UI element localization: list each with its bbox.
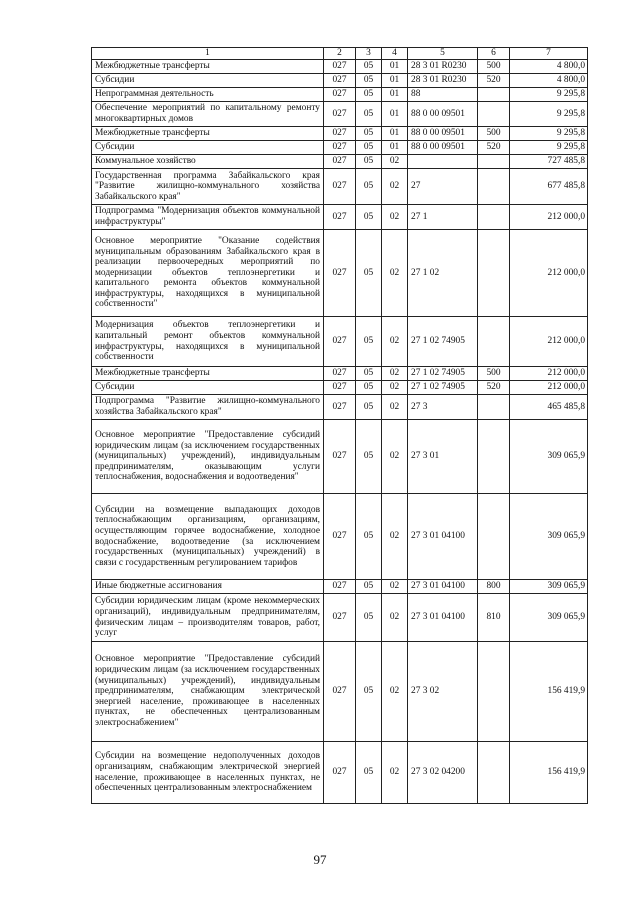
table-row <box>92 74 588 88</box>
cell-grbs: 027 <box>324 102 356 127</box>
cell-name: Субсидии <box>92 381 324 395</box>
cell-expense-type: 520 <box>478 74 510 88</box>
cell-name: Основное мероприятие "Предоставление субсидий юридическим лицам (за исключением государственных (муниципальных) учреждений), индивидуальным предпринимателям, оказывающим услуги теплоснабжения, водоснабжения и водоотведения" <box>92 420 324 494</box>
header-cell-expense-type: 6 <box>478 48 510 60</box>
cell-subsection: 02 <box>382 420 408 494</box>
cell-target-article: 88 <box>408 88 478 102</box>
cell-amount: 212 000,0 <box>510 381 588 395</box>
cell-subsection: 02 <box>382 155 408 169</box>
cell-grbs: 027 <box>324 494 356 580</box>
table-row <box>92 127 588 141</box>
cell-target-article: 27 1 <box>408 205 478 230</box>
cell-name: Обеспечение мероприятий по капитальному ремонту многоквартирных домов <box>92 102 324 127</box>
table-row <box>92 60 588 74</box>
cell-amount: 212 000,0 <box>510 230 588 317</box>
cell-section: 05 <box>356 141 382 155</box>
cell-subsection: 02 <box>382 494 408 580</box>
cell-expense-type <box>478 420 510 494</box>
cell-expense-type <box>478 494 510 580</box>
cell-expense-type <box>478 155 510 169</box>
cell-subsection: 02 <box>382 580 408 594</box>
table-row <box>92 594 588 642</box>
cell-section: 05 <box>356 580 382 594</box>
table-row <box>92 580 588 594</box>
cell-expense-type <box>478 88 510 102</box>
cell-expense-type <box>478 205 510 230</box>
cell-amount: 465 485,8 <box>510 395 588 420</box>
cell-amount: 9 295,8 <box>510 127 588 141</box>
cell-name: Иные бюджетные ассигнования <box>92 580 324 594</box>
cell-target-article: 27 3 02 <box>408 642 478 742</box>
cell-name: Основное мероприятие "Предоставление субсидий юридическим лицам (за исключением государственных (муниципальных) учреждений), индивидуальным предпринимателям, снабжающим электрической энергией население, проживающее в населенных пунктах, не обеспеченных централизованным электроснабжением" <box>92 642 324 742</box>
cell-amount: 212 000,0 <box>510 317 588 367</box>
cell-grbs: 027 <box>324 205 356 230</box>
header-cell-name: 1 <box>92 48 324 60</box>
table-row <box>92 88 588 102</box>
cell-target-article: 27 3 <box>408 395 478 420</box>
cell-target-article: 88 0 00 09501 <box>408 141 478 155</box>
cell-amount: 677 485,8 <box>510 169 588 205</box>
cell-amount: 309 065,9 <box>510 580 588 594</box>
cell-subsection: 01 <box>382 102 408 127</box>
table-row <box>92 205 588 230</box>
table-row <box>92 141 588 155</box>
cell-grbs: 027 <box>324 230 356 317</box>
cell-expense-type: 520 <box>478 381 510 395</box>
cell-amount: 9 295,8 <box>510 88 588 102</box>
cell-target-article: 27 3 01 04100 <box>408 494 478 580</box>
header-cell-target-article: 5 <box>408 48 478 60</box>
budget-table <box>91 47 588 804</box>
table-row <box>92 642 588 742</box>
cell-name: Субсидии <box>92 74 324 88</box>
table-row <box>92 169 588 205</box>
cell-section: 05 <box>356 594 382 642</box>
cell-subsection: 01 <box>382 74 408 88</box>
cell-amount: 9 295,8 <box>510 102 588 127</box>
cell-grbs: 027 <box>324 420 356 494</box>
cell-grbs: 027 <box>324 381 356 395</box>
cell-amount: 4 800,0 <box>510 60 588 74</box>
cell-target-article <box>408 155 478 169</box>
cell-expense-type: 500 <box>478 60 510 74</box>
cell-subsection: 02 <box>382 367 408 381</box>
header-cell-subsection: 4 <box>382 48 408 60</box>
cell-name: Субсидии <box>92 141 324 155</box>
cell-section: 05 <box>356 381 382 395</box>
cell-target-article: 27 1 02 74905 <box>408 367 478 381</box>
cell-expense-type <box>478 395 510 420</box>
table-body <box>92 48 588 804</box>
cell-expense-type <box>478 742 510 804</box>
cell-subsection: 02 <box>382 317 408 367</box>
cell-grbs: 027 <box>324 317 356 367</box>
cell-section: 05 <box>356 367 382 381</box>
cell-target-article: 27 3 01 <box>408 420 478 494</box>
cell-target-article: 27 1 02 74905 <box>408 381 478 395</box>
cell-target-article: 27 3 02 04200 <box>408 742 478 804</box>
header-cell-grbs: 2 <box>324 48 356 60</box>
cell-subsection: 01 <box>382 88 408 102</box>
cell-subsection: 02 <box>382 381 408 395</box>
cell-expense-type: 520 <box>478 141 510 155</box>
cell-section: 05 <box>356 395 382 420</box>
cell-name: Коммунальное хозяйство <box>92 155 324 169</box>
cell-name: Субсидии на возмещение недополученных доходов организациям, снабжающим электрической энергией население, проживающее в населенных пунктах, не обеспеченных централизованным электроснабжением <box>92 742 324 804</box>
table-row <box>92 742 588 804</box>
cell-grbs: 027 <box>324 60 356 74</box>
cell-name: Субсидии юридическим лицам (кроме некоммерческих организаций), индивидуальным предпринимателям, физическим лицам – производителям товаров, работ, услуг <box>92 594 324 642</box>
cell-expense-type: 500 <box>478 127 510 141</box>
header-row <box>92 48 588 60</box>
cell-section: 05 <box>356 102 382 127</box>
cell-target-article: 88 0 00 09501 <box>408 127 478 141</box>
cell-target-article: 27 3 01 04100 <box>408 594 478 642</box>
cell-section: 05 <box>356 88 382 102</box>
table-row <box>92 367 588 381</box>
cell-expense-type <box>478 102 510 127</box>
cell-subsection: 02 <box>382 594 408 642</box>
table-row <box>92 494 588 580</box>
cell-grbs: 027 <box>324 594 356 642</box>
cell-section: 05 <box>356 155 382 169</box>
cell-subsection: 02 <box>382 395 408 420</box>
header-cell-amount: 7 <box>510 48 588 60</box>
cell-section: 05 <box>356 169 382 205</box>
cell-amount: 727 485,8 <box>510 155 588 169</box>
table-row <box>92 102 588 127</box>
table-row <box>92 395 588 420</box>
table-row <box>92 317 588 367</box>
cell-section: 05 <box>356 420 382 494</box>
cell-expense-type <box>478 642 510 742</box>
table-row <box>92 230 588 317</box>
cell-name: Государственная программа Забайкальского края "Развитие жилищно-коммунального хозяйства Забайкальского края" <box>92 169 324 205</box>
cell-grbs: 027 <box>324 742 356 804</box>
cell-name: Модернизация объектов теплоэнергетики и капитальный ремонт объектов коммунальной инфраструктуры, находящихся в муниципальной собственности <box>92 317 324 367</box>
cell-target-article: 28 3 01 R0230 <box>408 74 478 88</box>
cell-amount: 212 000,0 <box>510 367 588 381</box>
cell-name: Межбюджетные трансферты <box>92 367 324 381</box>
cell-name: Непрограммная деятельность <box>92 88 324 102</box>
cell-section: 05 <box>356 317 382 367</box>
cell-name: Межбюджетные трансферты <box>92 60 324 74</box>
table-row <box>92 155 588 169</box>
cell-name: Подпрограмма "Модернизация объектов коммунальной инфраструктуры" <box>92 205 324 230</box>
cell-amount: 156 419,9 <box>510 742 588 804</box>
cell-subsection: 02 <box>382 169 408 205</box>
cell-subsection: 01 <box>382 127 408 141</box>
cell-grbs: 027 <box>324 169 356 205</box>
cell-grbs: 027 <box>324 155 356 169</box>
cell-expense-type <box>478 317 510 367</box>
cell-amount: 4 800,0 <box>510 74 588 88</box>
cell-amount: 9 295,8 <box>510 141 588 155</box>
cell-amount: 156 419,9 <box>510 642 588 742</box>
cell-target-article: 27 1 02 <box>408 230 478 317</box>
cell-expense-type: 810 <box>478 594 510 642</box>
cell-section: 05 <box>356 494 382 580</box>
cell-section: 05 <box>356 205 382 230</box>
cell-subsection: 02 <box>382 642 408 742</box>
cell-expense-type <box>478 230 510 317</box>
cell-name: Подпрограмма "Развитие жилищно-коммунального хозяйства Забайкальского края" <box>92 395 324 420</box>
cell-grbs: 027 <box>324 127 356 141</box>
cell-subsection: 02 <box>382 205 408 230</box>
cell-section: 05 <box>356 127 382 141</box>
cell-name: Основное мероприятие "Оказание содействия муниципальным образованиям Забайкальского края в реализации первоочередных мероприятий по модернизации объектов теплоэнергетики и капитального ремонта объектов коммунальной инфраструктуры, находящихся в муниципальной собственности" <box>92 230 324 317</box>
cell-expense-type <box>478 169 510 205</box>
header-cell-section: 3 <box>356 48 382 60</box>
cell-grbs: 027 <box>324 395 356 420</box>
table-row <box>92 420 588 494</box>
cell-grbs: 027 <box>324 642 356 742</box>
cell-target-article: 27 <box>408 169 478 205</box>
cell-expense-type: 800 <box>478 580 510 594</box>
cell-target-article: 28 3 01 R0230 <box>408 60 478 74</box>
table-row <box>92 381 588 395</box>
cell-section: 05 <box>356 60 382 74</box>
cell-grbs: 027 <box>324 580 356 594</box>
cell-subsection: 02 <box>382 742 408 804</box>
cell-grbs: 027 <box>324 74 356 88</box>
cell-grbs: 027 <box>324 88 356 102</box>
page-number: 97 <box>313 852 327 867</box>
cell-subsection: 02 <box>382 230 408 317</box>
cell-target-article: 27 1 02 74905 <box>408 317 478 367</box>
cell-amount: 309 065,9 <box>510 420 588 494</box>
cell-name: Субсидии на возмещение выпадающих доходов теплоснабжающим организациям, организациям, осуществляющим горячее водоснабжение, холодное водоснабжение, водоотведение (за исключением государственных (муниципальных) учреждений) в связи с государственным регулированием тарифов <box>92 494 324 580</box>
cell-name: Межбюджетные трансферты <box>92 127 324 141</box>
cell-section: 05 <box>356 230 382 317</box>
cell-amount: 212 000,0 <box>510 205 588 230</box>
cell-grbs: 027 <box>324 141 356 155</box>
cell-amount: 309 065,9 <box>510 494 588 580</box>
cell-subsection: 01 <box>382 141 408 155</box>
cell-amount: 309 065,9 <box>510 594 588 642</box>
cell-expense-type: 500 <box>478 367 510 381</box>
cell-section: 05 <box>356 642 382 742</box>
cell-target-article: 88 0 00 09501 <box>408 102 478 127</box>
cell-target-article: 27 3 01 04100 <box>408 580 478 594</box>
cell-grbs: 027 <box>324 367 356 381</box>
cell-section: 05 <box>356 74 382 88</box>
cell-subsection: 01 <box>382 60 408 74</box>
cell-section: 05 <box>356 742 382 804</box>
